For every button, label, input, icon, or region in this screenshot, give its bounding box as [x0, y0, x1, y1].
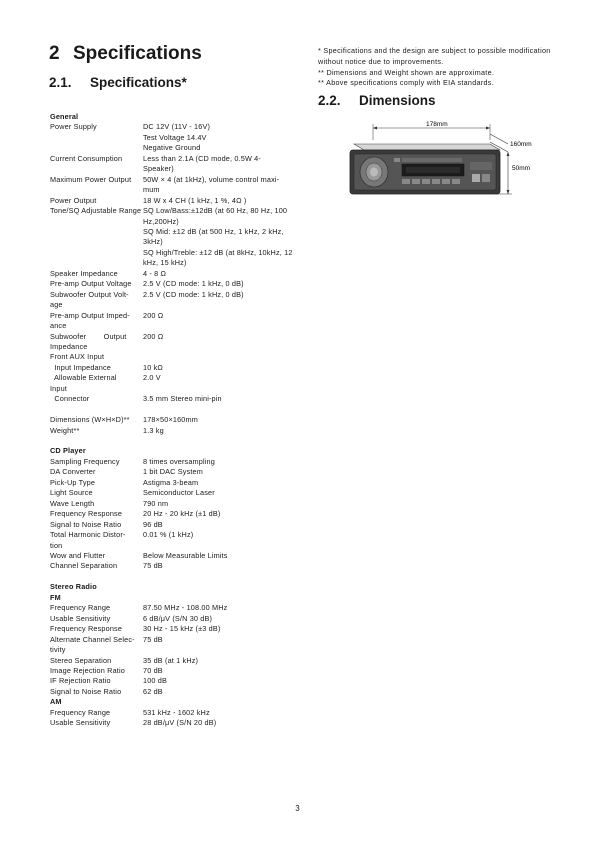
- spec-value: 178×50×160mm: [143, 415, 198, 425]
- spec-key: Pick-Up Type: [50, 477, 96, 487]
- spec-row: [50, 467, 302, 477]
- height-label: 50mm: [512, 165, 531, 172]
- note-line: ** Dimensions and Weight shown are approximate.: [318, 67, 495, 77]
- spec-key: Wave Length: [50, 498, 95, 508]
- spec-row: [50, 196, 302, 206]
- spec-key: Speaker Impedance: [50, 268, 118, 278]
- spec-key: Allowable External: [50, 373, 117, 383]
- spec-key: Signal to Noise Ratio: [50, 686, 122, 696]
- spec-value: 0.01 % (1 kHz): [143, 530, 194, 540]
- spec-value: 28 dB/μV (S/N 20 dB): [143, 718, 217, 728]
- spec-value: 531 kHz - 1602 kHz: [143, 707, 210, 717]
- spec-key: Weight**: [50, 425, 80, 435]
- page-title: [49, 43, 202, 65]
- section-number: 2: [49, 43, 60, 64]
- spec-row: [50, 415, 302, 425]
- spec-key: ance: [50, 321, 67, 331]
- spec-value: 62 dB: [143, 686, 163, 696]
- spec-row: [50, 321, 302, 331]
- spec-row: [50, 499, 302, 509]
- spec-value: [143, 352, 302, 362]
- cd-rows: [50, 457, 302, 572]
- spec-value: 30 Hz - 15 kHz (±3 dB): [143, 624, 221, 634]
- spec-value: 100 dB: [143, 676, 168, 686]
- spec-key: [50, 143, 143, 153]
- spec-row: [50, 614, 302, 624]
- spec-key: Current Consumption: [50, 153, 123, 163]
- spec-row: [50, 290, 302, 300]
- cd-section-title: CD Player: [50, 446, 86, 456]
- fm-subsection-title: FM: [50, 592, 61, 602]
- spec-key: DA Converter: [50, 467, 96, 477]
- spec-value: Test Voltage 14.4V: [143, 132, 207, 142]
- spec-row: [50, 718, 302, 728]
- arrow-up-icon: [507, 152, 510, 156]
- spec-row: [50, 603, 302, 613]
- spec-key: Pre-amp Output Imped-: [50, 310, 130, 320]
- spec-row: [50, 332, 302, 342]
- spec-key: Stereo Separation: [50, 655, 112, 665]
- spec-key: [50, 227, 143, 248]
- spec-row: [50, 269, 302, 279]
- spec-key: IF Rejection Ratio: [50, 676, 111, 686]
- spec-row: [50, 342, 302, 352]
- specification-list: [50, 112, 302, 729]
- spec-value: 2.5 V (CD mode: 1 kHz, 0 dB): [143, 279, 244, 289]
- spec-row: [50, 122, 302, 132]
- spec-value: Semiconductor Laser: [143, 488, 215, 498]
- arrow-down-icon: [507, 190, 510, 194]
- spec-row: [50, 248, 302, 269]
- spec-value: 1 bit DAC System: [143, 467, 203, 477]
- spec-key: Usable Sensitivity: [50, 613, 111, 623]
- spec-row: [50, 143, 302, 153]
- spec-row: [50, 488, 302, 498]
- am-rows: [50, 708, 302, 729]
- dimensions-diagram: [340, 118, 550, 208]
- radio-section-title: Stereo Radio: [50, 582, 97, 592]
- spec-value: [143, 342, 302, 352]
- spec-key: Power Supply: [50, 122, 97, 132]
- page-number: 3: [295, 804, 300, 813]
- spec-row: [50, 520, 302, 530]
- spec-key: Frequency Response: [50, 624, 123, 634]
- spec-value: DC 12V (11V - 16V): [143, 122, 211, 132]
- spec-row: [50, 666, 302, 676]
- spec-key: Dimensions (W×H×D)**: [50, 415, 130, 425]
- spec-key: Impedance: [50, 341, 88, 351]
- section-title: Specifications: [73, 43, 202, 64]
- depth-label: 160mm: [510, 141, 532, 148]
- spec-key: Image Rejection Ratio: [50, 665, 125, 675]
- spec-value: SQ Low/Bass:±12dB (at 60 Hz, 80 Hz, 100 Hz,200Hz): [143, 206, 288, 226]
- spec-key: [50, 248, 143, 269]
- spec-value: 20 Hz - 20 kHz (±1 dB): [143, 509, 221, 519]
- spec-row: [50, 676, 302, 686]
- spec-value: [143, 321, 302, 331]
- spec-row: [50, 154, 302, 164]
- spec-key: Total Harmonic Distor-: [50, 530, 126, 540]
- spec-value: 70 dB: [143, 665, 163, 675]
- spec-value: 96 dB: [143, 519, 163, 529]
- spec-value: 200 Ω: [143, 310, 164, 320]
- spec-key: Connector: [50, 394, 90, 404]
- spec-key: Wow and Flutter: [50, 551, 106, 560]
- spec-key: tion: [50, 540, 63, 550]
- spec-value: 87.50 MHz - 108.00 MHz: [143, 603, 228, 613]
- spec-row: [50, 352, 302, 362]
- spec-value: SQ Mid: ±12 dB (at 500 Hz, 1 kHz, 2 kHz, 3kHz): [143, 226, 284, 247]
- spec-row: [50, 185, 302, 195]
- spec-row: [50, 206, 302, 227]
- spec-value: Negative Ground: [143, 143, 201, 153]
- am-subsection-title: AM: [50, 697, 62, 707]
- spec-value: 35 dB (at 1 kHz): [143, 655, 199, 665]
- note-line: * Specifications and the design are subject to possible modification without notice due to improvements.: [318, 46, 551, 66]
- spec-value: 50W × 4 (at 1kHz), volume control maxi-: [143, 174, 280, 184]
- spec-row: [50, 363, 302, 373]
- spec-key: Frequency Response: [50, 509, 123, 519]
- chassis-top: [354, 144, 500, 150]
- note-line: ** Above specifications comply with EIA standards.: [318, 78, 495, 88]
- spec-key: Power Output: [50, 195, 97, 205]
- spec-key: Alternate Channel Selec-: [50, 634, 135, 644]
- subsection-number: 2.1.: [49, 75, 72, 90]
- spec-value: SQ High/Treble: ±12 dB (at 8kHz, 10kHz, 12 kHz, 15 kHz): [143, 247, 293, 268]
- spec-key: Frequency Range: [50, 707, 111, 717]
- spec-key: Signal to Noise Ratio: [50, 519, 122, 529]
- spec-row: [50, 656, 302, 666]
- spec-key: [50, 133, 143, 143]
- spec-value: Below Measurable Limits: [143, 551, 228, 560]
- spec-value: Astigma 3-beam: [143, 477, 199, 487]
- subsection-specifications-heading: [49, 75, 187, 90]
- spec-row: [50, 551, 302, 561]
- spec-row: [50, 300, 302, 310]
- spec-row: [50, 133, 302, 143]
- spec-row: [50, 164, 302, 174]
- spec-row: [50, 279, 302, 289]
- width-label: 178mm: [426, 121, 448, 128]
- spec-value: 10 kΩ: [143, 362, 163, 372]
- spec-value: [143, 645, 302, 655]
- fm-rows: [50, 603, 302, 697]
- spec-key: tivity: [50, 645, 66, 655]
- spec-value: 6 dB/μV (S/N 30 dB): [143, 613, 213, 623]
- spec-value: 4 - 8 Ω: [143, 268, 167, 278]
- spec-key: Light Source: [50, 488, 93, 498]
- spec-key: Sampling Frequency: [50, 456, 120, 466]
- spec-key: Frequency Range: [50, 603, 111, 613]
- spec-row: [50, 541, 302, 551]
- spec-value: 18 W x 4 CH (1 kHz, 1 %, 4Ω ): [143, 195, 247, 205]
- general-rows-2: [50, 415, 302, 436]
- spec-row: [50, 635, 302, 645]
- spec-row: [50, 394, 302, 404]
- spec-key: [50, 185, 143, 195]
- spec-value: 75 dB: [143, 561, 163, 571]
- spec-row: [50, 426, 302, 436]
- spec-key: Input: [50, 383, 67, 393]
- spec-key: Channel Separation: [50, 561, 118, 571]
- spec-key: age: [50, 300, 63, 310]
- spec-row: [50, 311, 302, 321]
- spec-row: [50, 708, 302, 718]
- arrow-right-icon: [486, 127, 490, 130]
- general-section-title: General: [50, 112, 79, 121]
- spec-value: 3.5 mm Stereo mini-pin: [143, 394, 222, 404]
- spec-row: [50, 175, 302, 185]
- spec-value: [143, 541, 302, 551]
- spec-key: Front AUX Input: [50, 352, 105, 362]
- spec-key: Tone/SQ Adjustable Range: [50, 206, 142, 216]
- spec-value: 2.0 V: [143, 373, 161, 383]
- subsection-dimensions-heading: [318, 93, 436, 108]
- spec-value: [143, 384, 302, 394]
- spec-key: Subwoofer Output: [50, 331, 127, 341]
- spec-row: [50, 373, 302, 383]
- spec-value: [143, 300, 302, 310]
- spec-row: [50, 645, 302, 655]
- spec-value: 8 times oversampling: [143, 456, 215, 466]
- spec-value: 2.5 V (CD mode: 1 kHz, 0 dB): [143, 289, 244, 299]
- spec-value: Less than 2.1A (CD mode, 0.5W 4-: [143, 153, 261, 163]
- general-rows: [50, 122, 302, 404]
- spec-row: [50, 561, 302, 571]
- spec-value: 790 nm: [143, 498, 169, 508]
- spec-row: [50, 530, 302, 540]
- spec-value: 1.3 kg: [143, 425, 164, 435]
- spec-row: [50, 624, 302, 634]
- spec-key: Pre-amp Output Voltage: [50, 279, 132, 289]
- spec-key: [50, 164, 143, 174]
- spec-row: [50, 509, 302, 519]
- spec-row: [50, 457, 302, 467]
- spec-value: Speaker): [143, 164, 174, 174]
- spec-row: [50, 384, 302, 394]
- spec-value: mum: [143, 185, 160, 195]
- spec-row: [50, 227, 302, 248]
- subsection-title: Dimensions: [359, 93, 436, 108]
- spec-key: Input Impedance: [50, 362, 111, 372]
- arrow-left-icon: [373, 127, 377, 130]
- spec-value: 200 Ω: [143, 331, 164, 341]
- spec-key: Maximum Power Output: [50, 174, 132, 184]
- specification-notes: [318, 46, 570, 89]
- spec-row: [50, 687, 302, 697]
- spec-row: [50, 478, 302, 488]
- spec-key: Subwoofer Output Volt-: [50, 289, 129, 299]
- subsection-title: Specifications*: [90, 75, 187, 90]
- spec-key: Usable Sensitivity: [50, 718, 111, 728]
- subsection-number: 2.2.: [318, 93, 341, 108]
- spec-value: 75 dB: [143, 634, 163, 644]
